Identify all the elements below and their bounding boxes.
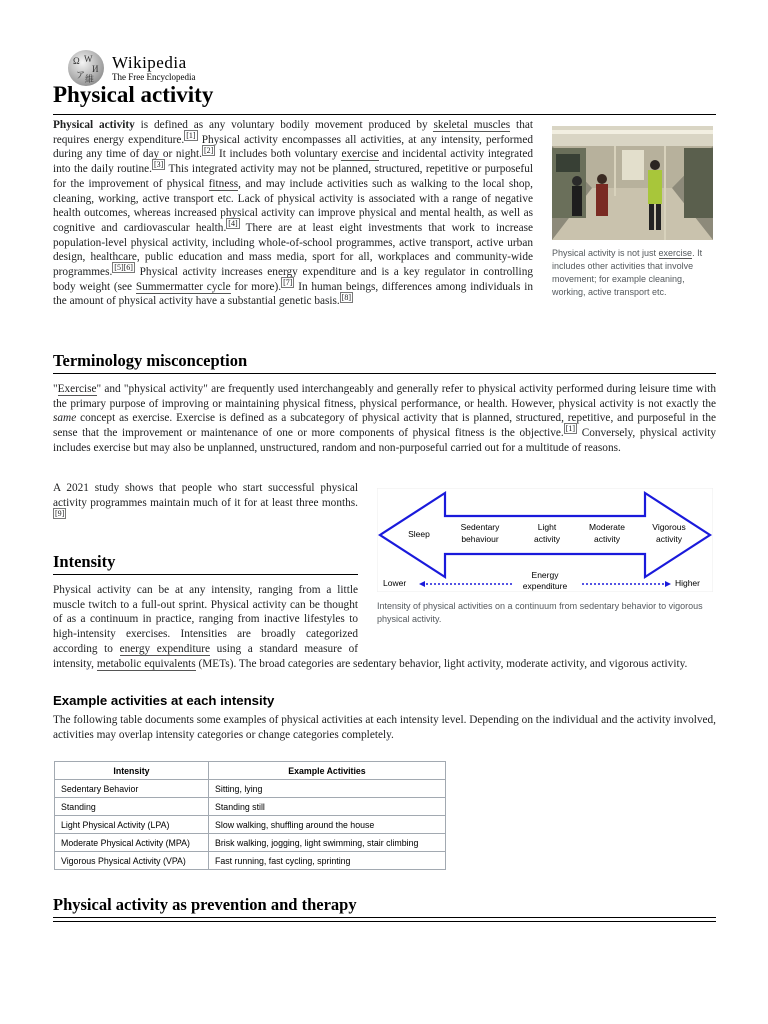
wikipedia-globe-icon: Ω W И ア 維 [68,50,104,86]
label-sleep: Sleep [408,529,430,539]
table-row [55,834,446,852]
study-paragraph-wrap [53,481,358,525]
heading-intensity: Intensity [53,552,116,571]
activities-table [54,761,446,870]
intensity-paragraph: Physical activity can be at any intensity, ranging from a little muscle twitch to a full-out sprint. Physical activity can be thought of as a continuum in practice, ranging from inactive lifestyles to high-intensity exercises. Intensities are broadly categorized according to energy expenditure using a standard measure of intensity, metabolic equivalents (METs). The broad categories are sedentary behavior, light activity, moderate activity, and vigorous activity. [53,584,688,670]
table-cell: Sedentary Behavior [55,780,209,798]
label-lower: Lower [383,578,407,588]
ref-1[interactable]: [1] [186,130,196,140]
prevention-divider [53,917,716,918]
label-vigorous: Vigorous activity [652,522,686,544]
table-cell: Slow walking, shuffling around the house [209,816,446,834]
table-row [55,852,446,870]
terminology-divider [53,373,716,374]
label-sedentary: Sedentary behaviour [460,522,500,544]
intensity-continuum-diagram[interactable] [377,488,713,592]
heading-examples: Example activities at each intensity [53,693,275,708]
label-energy: Energy expenditure [522,570,568,591]
examples-paragraph: The following table documents some examples of physical activities at each intensity level. Depending on the individual and the activity involved, activities may overlap intensity categories or change categories completely. [53,714,716,741]
ref-4[interactable]: [4] [228,219,238,229]
title-divider [53,114,716,115]
ref-8[interactable]: [8] [341,292,352,302]
intensity-divider [53,574,358,575]
train-interior-photo[interactable] [552,126,713,240]
table-header-activities: Example Activities [209,762,446,780]
examples-section [53,713,716,742]
logo-tagline: The Free Encyclopedia [112,72,196,82]
page-title: Physical activity [53,82,214,107]
terminology-section [53,382,716,456]
figure-train-caption: Physical activity is not just exercise. It includes other activities that involve movement; for example cleaning, working, active transport etc. [552,248,703,297]
ref-2[interactable]: [2] [203,145,214,155]
table-row [55,780,446,798]
table-header-intensity: Intensity [55,762,209,780]
table-cell: Standing [55,798,209,816]
caption-link-exercise[interactable]: exercise [658,248,693,258]
table-cell: Fast running, fast cycling, sprinting [209,852,446,870]
ref-3[interactable]: [3] [153,160,164,170]
table-cell: Sitting, lying [209,780,446,798]
heading-prevention: Physical activity as prevention and therapy [53,895,357,914]
diagram-caption: Intensity of physical activities on a continuum from sedentary behavior to vigorous physical activity. [377,601,703,624]
link-exercise-2[interactable]: Exercise [57,383,97,395]
label-light: Light activity [534,522,560,544]
table-row [55,798,446,816]
figure-train [552,126,713,299]
link-metabolic-equivalents[interactable]: metabolic equivalents [96,657,196,670]
link-energy-expenditure[interactable]: energy expenditure [119,642,211,655]
terminology-paragraph: "Exercise" and "physical activity" are frequently used interchangeably and generally refer to physical activity performed during leisure time with the primary purpose of improving or maintaining physical fitness, physical performance, or health. However, physical activity is not exactly the same concept as exercise. Exercise is defined as a subcategory of physical activity that is planned, structured, repetitive, and purposeful in the sense that the improvement or maintenance of one or more components of physical fitness is the objective. [1] Conversely, physical activity includes exercise but may also be unplanned, unstructured, random and non-purposeful carried out for a multitude of reasons. [53,383,716,454]
logo-wordmark: Wikipedia [112,53,187,72]
table-header-row [55,762,446,780]
wikipedia-logo[interactable] [68,50,195,86]
table-cell: Brisk walking, jogging, light swimming, stair climbing [209,834,446,852]
prevention-divider-2 [53,921,716,922]
intro-paragraph: Physical activity is defined as any voluntary bodily movement produced by skeletal muscles that requires energy expenditure. [1] Physical activity encompasses all activities, at any intensity, performed during any time of day or night. [2] It includes both voluntary exercise and incidental activity integrated into the daily routine. [3] This integrated activity may not be planned, structured, repetitive or purposeful for the improvement of physical fitness, and may include activities such as walking to the local shop, cleaning, working, active transport etc. Lack of physical activity is associated with a range of negative health outcomes, whereas increased physical activity can improve physical and mental health, as well as cognitive and cardiovascular health. [4] There are at least eight investments that work to increase population-level physical activity, including whole-of-school programmes, active transport, active urban design, healthcare, public education and mass media, sport for all, workplaces and community-wide programmes. [5][6] Physical activity increases energy expenditure and is a key regulator in controlling body weight (see Summermatter cycle for more). [7] In human beings, differences among individuals in the amount of physical activity have a substantial genetic basis. [8] [53,119,533,308]
table-row [55,816,446,834]
label-moderate: Moderate activity [589,522,625,544]
intensity-section [53,583,716,671]
ref-9[interactable]: [9] [55,508,65,518]
label-higher: Higher [674,578,700,588]
ref-5-6[interactable]: [5][6] [114,263,133,273]
heading-terminology: Terminology misconception [53,351,248,370]
table-cell: Moderate Physical Activity (MPA) [55,834,209,852]
table-cell: Vigorous Physical Activity (VPA) [55,852,209,870]
ref-7[interactable]: [7] [283,277,293,287]
intro-section [53,118,533,309]
link-skeletal-muscles[interactable]: skeletal muscles [433,119,511,131]
ref-1-b[interactable]: [1] [565,424,576,434]
intro-bold-term: Physical activity [53,119,135,131]
link-exercise[interactable]: exercise [341,148,379,161]
table-cell: Light Physical Activity (LPA) [55,816,209,834]
table-cell: Standing still [209,798,446,816]
study-paragraph: A 2021 study shows that people who start successful physical activity programmes maintain much of it for at least three months.[9] [53,482,358,518]
link-fitness[interactable]: fitness [208,177,239,190]
link-summermatter-cycle[interactable]: Summermatter cycle [135,280,231,293]
